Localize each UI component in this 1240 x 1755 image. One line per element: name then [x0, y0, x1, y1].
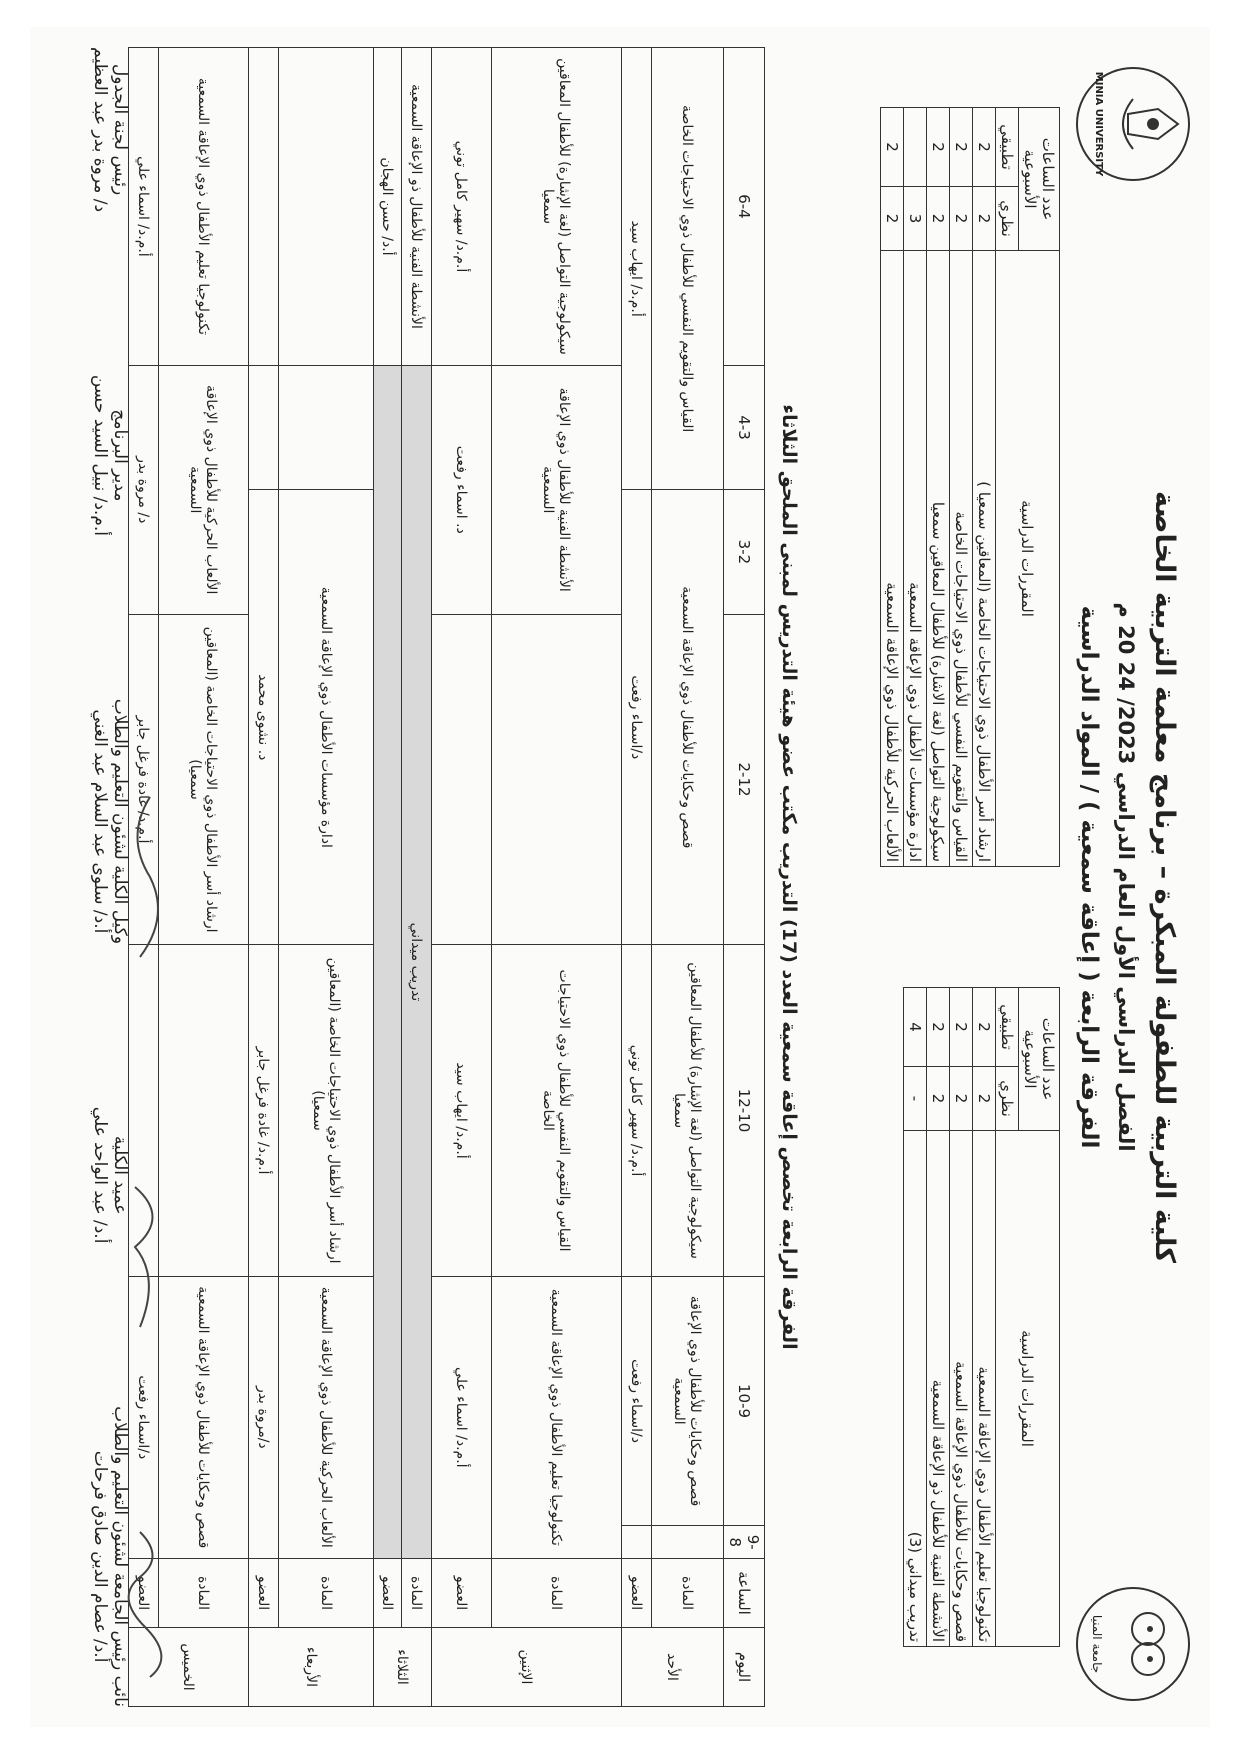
slot-subject: تكنولوجيا تعليم الأطفال ذوي الإعاقة السمعية [159, 48, 249, 366]
slot-subject: سيكولوجية التواصل (لغة الإشارة) للأطفال المعاقين سمعيا [492, 48, 622, 366]
time-slot: 3-2 [724, 490, 765, 614]
theory-hours: 2 [950, 1067, 973, 1131]
theory-hours: 2 [881, 187, 904, 251]
practical-hours: 2 [950, 108, 973, 187]
time-slot: 2-12 [724, 614, 765, 945]
theory-hours: 2 [973, 187, 996, 251]
handwritten-signature-mark [120, 787, 170, 967]
slot-subject: ادارة مؤسسات الأطفال ذوي الإعاقة السمعية [279, 490, 374, 945]
theory-hours: 3 [904, 187, 927, 251]
theory-header: نظري [996, 1067, 1019, 1131]
slot-member: د/مروة بدر [249, 1276, 279, 1558]
slot-subject: سيكولوجية التواصل (لغة الإشارة) للأطفال المعاقين سمعيا [652, 945, 724, 1276]
slot-subject [279, 48, 374, 366]
theory-hours: 2 [973, 1067, 996, 1131]
signature-name: أ.د/ عبد الواحد علي [90, 1106, 110, 1244]
semester-line: الفصل الدراسي الأول العام الدراسي 2023/ 24 20 م [1114, 602, 1138, 1152]
time-header: الساعة [724, 1559, 765, 1628]
weekly-timetable [128, 47, 765, 1707]
slot-subject [279, 365, 374, 489]
member-label: العضو [249, 1559, 279, 1628]
slot-subject [492, 614, 622, 945]
slot-subject: ارشاد أسر الأطفال ذوي الاحتياجات الخاصة (المعاقين سمعيا) [279, 945, 374, 1276]
handwritten-signature-mark [120, 1177, 170, 1337]
level-line: الفرقة الرابعة ( إعاقة سمعية ) / المواد الدراسية [1076, 605, 1102, 1149]
field-training-banner: تدريب ميداني [402, 365, 432, 1558]
practical-header: تطبيقي [996, 988, 1019, 1067]
slot-member: أ.م.د/ ايهاب سيد [432, 945, 492, 1276]
signature-title: مدير البرنامج [110, 409, 130, 502]
signature-name: أ.د/ سلوى عبد السلام عبد الغني [90, 709, 110, 934]
day-sunday: الأحد [622, 1628, 724, 1707]
slot-member [622, 1526, 652, 1559]
day-header: اليوم [724, 1628, 765, 1707]
hours-header: عدد الساعات الأسبوعية [1019, 108, 1060, 251]
time-slot: 6-4 [724, 48, 765, 366]
day-tuesday: الثلاثاء [374, 1628, 432, 1707]
practical-hours: 4 [904, 988, 927, 1067]
subject-label: المادة [652, 1559, 724, 1628]
theory-hours: 2 [927, 1067, 950, 1131]
college-caption: جامعة المنيا [1090, 1614, 1104, 1674]
slot-subject: تكنولوجيا تعليم الأطفال ذوي الإعاقة السمعية [492, 1276, 622, 1558]
subject-label: المادة [279, 1559, 374, 1628]
slot-subject: الألعاب الحركية للأطفال ذوي الإعاقة السمعية [159, 365, 249, 614]
member-label: العضو [432, 1559, 492, 1628]
slot-member: أ.م.د/ غادة فرغل جابر [129, 614, 159, 945]
slot-subject: ارشاد أسر الأطفال ذوي الاحتياجات الخاصة (المعاقين سمعيا) [159, 614, 249, 945]
slot-member [432, 614, 492, 945]
subject-label: المادة [492, 1559, 622, 1628]
course-name: الألعاب الحركية للأطفال ذوي الإعاقة السمعية [881, 251, 904, 867]
practical-hours: 2 [950, 988, 973, 1067]
course-name: تكنولوجيا تعليم الأطفال ذوي الإعاقة السمعية [973, 1131, 996, 1647]
day-monday: الإثنين [432, 1628, 622, 1707]
slot-member: أ.م.د/ سهير كامل توني [432, 48, 492, 366]
subject-label: المادة [159, 1559, 249, 1628]
theory-header: نظري [996, 187, 1019, 251]
signature-title: نائب رئيس الجامعة لشئون التعليم والطلاب [110, 1406, 130, 1707]
slot-member: أ.د/ حسن الهجان [374, 48, 402, 366]
practical-hours: 2 [927, 108, 950, 187]
day-thursday: الخميس [129, 1628, 249, 1707]
signature-title: وكيل الكلية لشئون التعليم والطلاب [110, 698, 130, 945]
day-wednesday: الأربعاء [249, 1628, 374, 1707]
theory-hours: - [904, 1067, 927, 1131]
signature-block [90, 375, 130, 536]
time-slot: 12-10 [724, 945, 765, 1276]
member-label: العضو [129, 1559, 159, 1628]
courses-table-right [903, 987, 1060, 1647]
courses-header: المقررات الدراسية [996, 1131, 1060, 1647]
slot-subject: الألعاب الحركية للأطفال ذوي الإعاقة السمعية [279, 1276, 374, 1558]
slot-subject: الأنشطة الفنية للأطفال ذو الإعاقة السمعية [402, 48, 432, 366]
signature-name: د/ مروة بدر عبد العظيم [90, 47, 110, 213]
signature-block [90, 47, 130, 212]
practical-hours: 2 [927, 988, 950, 1067]
theory-hours: 2 [927, 187, 950, 251]
time-slot: 10-9 [724, 1276, 765, 1526]
timetable-caption: الفرقة الرابعة تخصص إعاقة سمعية العدد (17) التدريب مكتب عضو هيئة التدريس لمبنى الملحق الثلاثاء [778, 404, 800, 1350]
signature-title: عميد الكلية [110, 1135, 130, 1215]
course-name: القياس والتقويم النفسي للأطفال ذوي الاحتياجات الخاصة [950, 251, 973, 867]
slot-member: أ.م.د/ غادة فرغل جابر [249, 945, 279, 1276]
slot-subject: قصص وحكايات للأطفال ذوي الإعاقة السمعية [159, 1276, 249, 1558]
time-slot: 4-3 [724, 365, 765, 489]
subject-label: المادة [402, 1559, 432, 1628]
document-title: كلية التربية للطفولة المبكرة – برنامج معلمة التربية الخاصة [1149, 491, 1180, 1263]
slot-subject [159, 945, 249, 1276]
slot-member: د/اسماء رفعت [622, 1276, 652, 1526]
courses-header: المقررات الدراسية [996, 251, 1060, 867]
courses-table-left [880, 107, 1060, 867]
member-label: العضو [622, 1559, 652, 1628]
timetable-document [30, 27, 1210, 1727]
course-name: ادارة مؤسسات الأطفال ذوي الإعاقة السمعية [904, 251, 927, 867]
university-name: MINIA UNIVERSITY [1093, 71, 1104, 177]
slot-subject: القياس والتقويم النفسي للأطفال ذوي الاحتياجات الخاصة [492, 945, 622, 1276]
slot-member: د/ مروة بدر [129, 365, 159, 614]
slot-member: أ.م.د/ سهير كامل توني [622, 945, 652, 1276]
slot-member: أ.م.د/ اسماء علي [432, 1276, 492, 1558]
slot-member: د. نشوى محمد [249, 490, 279, 945]
signature-name: أ.م.د/ نبيل السيد حسن [90, 374, 110, 536]
slot-member: أ.م.د/ ايهاب سيد [622, 48, 652, 490]
slot-subject [652, 1526, 724, 1559]
theory-hours: 2 [950, 187, 973, 251]
slot-subject: قصص وحكايات للأطفال ذوي الإعاقة السمعية [652, 1276, 724, 1526]
practical-hours [904, 108, 927, 187]
member-label: العضو [374, 1559, 402, 1628]
practical-header: تطبيقي [996, 108, 1019, 187]
course-name: الأنشطة الفنية للأطفال ذو الإعاقة السمعية [927, 1131, 950, 1647]
slot-member [249, 48, 279, 366]
practical-hours: 2 [881, 108, 904, 187]
course-name: قصص وحكايات للأطفال ذوي الإعاقة السمعية [950, 1131, 973, 1647]
slot-member: د/اسماء رفعت [622, 490, 652, 945]
slot-subject: القياس والتقويم النفسي للأطفال ذوي الاحتياجات الخاصة [652, 48, 724, 490]
practical-hours: 2 [973, 988, 996, 1067]
hours-header: عدد الساعات الأسبوعية [1019, 988, 1060, 1131]
course-name: سيكولوجية التواصل (لغة الاشارة) للأطفال المعاقين سمعيا [927, 251, 950, 867]
time-slot: 9-8 [724, 1526, 765, 1559]
course-name: تدريب ميداني (3) [904, 1131, 927, 1647]
field-training-member [374, 365, 402, 1558]
slot-subject: الأنشطة الفنية للأطفال ذوي الإعاقة السمعية [492, 365, 622, 614]
slot-member [249, 365, 279, 489]
signature-title: رئيس لجنة الجدول [110, 63, 130, 196]
slot-member: د. اسماء رفعت [432, 365, 492, 614]
course-name: ارشاد أسر الأطفال ذوي الاحتياجات الخاصة (المعاقين سمعيا ) [973, 251, 996, 867]
signature-name: أ.د/ عصام الدين صادق فرحات [90, 1450, 110, 1663]
slot-subject: قصص وحكايات للأطفال ذوي الإعاقة السمعية [652, 490, 724, 945]
slot-member: أ.م.د/ اسماء علي [129, 48, 159, 366]
handwritten-signature-mark [120, 1527, 170, 1687]
practical-hours: 2 [973, 108, 996, 187]
slot-member: د/اسماء رفعت [129, 1276, 159, 1558]
